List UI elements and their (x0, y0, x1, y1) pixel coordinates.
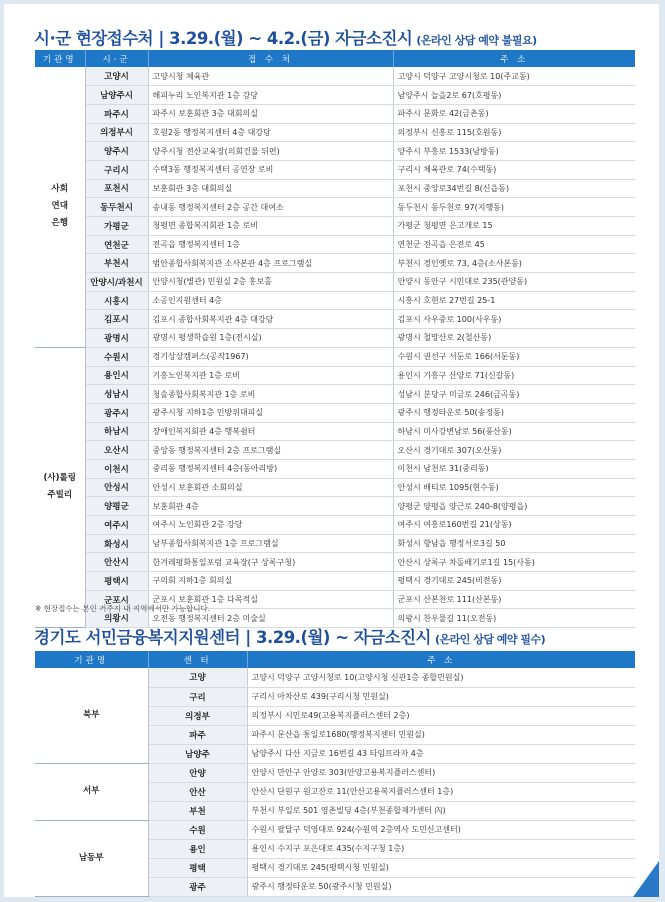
office-address: 광명시 철망산로 2(철산동) (393, 329, 635, 348)
agency-name: 사회 연대 은행 (35, 67, 85, 347)
page-curl (633, 861, 659, 897)
center-address: 고양시 덕양구 고양시청로 10(고양시청 신관1층 종합민원실) (247, 668, 635, 687)
center-address: 안양시 만안구 안양로 303(안양고용복지플러스센터) (247, 763, 635, 782)
office-place: 중앙동 행정복지센터 2층 프로그램실 (148, 441, 393, 460)
table-row (35, 217, 635, 236)
office-place: 청평면 종합복지회관 1층 로비 (148, 217, 393, 236)
office-place: 안성시 보훈회관 소회의실 (148, 478, 393, 497)
table-row (35, 459, 635, 478)
center-name: 용인 (148, 839, 247, 858)
section1-title-main: 시·군 현장접수처 | 3.29.(월) ~ 4.2.(금) 자금소진시 (34, 29, 413, 48)
center-name: 평택 (148, 858, 247, 877)
center-name: 안양 (148, 763, 247, 782)
office-address: 부천시 경인옛로 73, 4층(소사본동) (393, 254, 635, 273)
center-address: 의정부시 시민로49(고용복지플러스센터 2층) (247, 706, 635, 725)
table-row (35, 67, 635, 86)
office-address: 고양시 덕양구 고양시청로 10(주교동) (393, 67, 635, 86)
center-name: 광주 (148, 877, 247, 896)
office-place: 광주시청 지하1층 민방위대피실 (148, 403, 393, 422)
city-name: 여주시 (85, 516, 148, 535)
city-name: 군포시 (85, 590, 148, 609)
office-place: 김포시 종합사회복지관 4층 대강당 (148, 310, 393, 329)
office-place: 안양시청(별관) 민원실 2층 홍보홀 (148, 273, 393, 292)
table-row (35, 820, 635, 839)
table-row (35, 516, 635, 535)
office-address: 양평군 양평읍 양근로 240-8(양평읍) (393, 497, 635, 516)
office-address: 광주시 행정타운로 50(송정동) (393, 403, 635, 422)
office-place: 경기상상캠퍼스(공작1967) (148, 347, 393, 366)
city-name: 파주시 (85, 104, 148, 123)
city-name: 수원시 (85, 347, 148, 366)
table-row (35, 273, 635, 292)
table-row (35, 123, 635, 142)
table-row (35, 422, 635, 441)
office-address: 여주시 여흥로160번길 21(상동) (393, 516, 635, 535)
city-name: 화성시 (85, 534, 148, 553)
table-row (35, 534, 635, 553)
office-place: 광명시 평생학습원 1층(전시실) (148, 329, 393, 348)
city-name: 오산시 (85, 441, 148, 460)
center-name: 남양주 (148, 744, 247, 763)
city-name: 하남시 (85, 422, 148, 441)
office-address: 구리시 체육관로 74(수택동) (393, 160, 635, 179)
center-name: 구리 (148, 687, 247, 706)
city-name: 의정부시 (85, 123, 148, 142)
table-row (35, 104, 635, 123)
table-row (35, 385, 635, 404)
office-address: 성남시 분당구 미금로 246(금곡동) (393, 385, 635, 404)
office-place: 고양시청 체육관 (148, 67, 393, 86)
table-row (35, 478, 635, 497)
city-name: 양주시 (85, 142, 148, 161)
office-address: 포천시 중앙로34번길 8(신읍동) (393, 179, 635, 198)
center-address: 파주시 문산읍 통일로1680(행정복지센터 민원실) (247, 725, 635, 744)
table-row (35, 553, 635, 572)
section2-title (34, 624, 545, 648)
center-address: 수원시 팔달구 덕영대로 924(수원역 2층역사 도민신고센터) (247, 820, 635, 839)
city-name: 가평군 (85, 217, 148, 236)
office-place: 청솔종합사회복지관 1층 로비 (148, 385, 393, 404)
table-row (35, 142, 635, 161)
office-address: 가평군 청평면 은고개로 15 (393, 217, 635, 236)
header-city: 시·군 (85, 50, 148, 67)
city-name: 양평군 (85, 497, 148, 516)
office-place: 오전동 행정복지센터 2층 미술실 (148, 609, 393, 628)
center-address: 용인시 수지구 포은대로 435(수지구청 1층) (247, 839, 635, 858)
table-row (35, 179, 635, 198)
city-name: 이천시 (85, 459, 148, 478)
center-address: 부천시 부일로 501 영촌빌딩 4층(부천종합재가센터 內) (247, 801, 635, 820)
office-place: 호원2동 행정복지센터 4층 대강당 (148, 123, 393, 142)
office-place: 군포시 보훈회관 1층 다목적실 (148, 590, 393, 609)
office-address: 오산시 경기대로 307(오산동) (393, 441, 635, 460)
office-address: 의정부시 신흥로 115(호원동) (393, 123, 635, 142)
center-address: 평택시 경기대로 245(평택시청 민원실) (247, 858, 635, 877)
office-place: 기흥노인복지관 1층 로비 (148, 366, 393, 385)
agency-name: 남동부 (35, 820, 148, 896)
office-address: 군포시 산본천로 111(산본동) (393, 590, 635, 609)
footnote: ※ 현장접수는 본인 거주지 내 지역에서만 가능합니다. (35, 604, 211, 613)
center-name: 수원 (148, 820, 247, 839)
office-address: 수원시 권선구 서둔로 166(서둔동) (393, 347, 635, 366)
page (4, 4, 659, 897)
office-address: 남양주시 늘을2로 67(호평동) (393, 86, 635, 105)
office-address: 이천시 남천로 31(중리동) (393, 459, 635, 478)
table-row (35, 668, 635, 687)
city-name: 의왕시 (85, 609, 148, 628)
city-name: 동두천시 (85, 198, 148, 217)
office-place: 보훈회관 3층 대회의실 (148, 179, 393, 198)
table-row (35, 86, 635, 105)
header-address: 주 소 (393, 50, 635, 67)
section1-title-sub: (온라인 상담 예약 불필요) (416, 34, 537, 47)
office-address: 양주시 부흥로 1533(남방동) (393, 142, 635, 161)
table-row (35, 572, 635, 591)
office-address: 연천군 전곡읍 은전로 45 (393, 235, 635, 254)
section1-title (34, 25, 537, 49)
office-place: 보훈회관 4층 (148, 497, 393, 516)
section2-title-sub: (온라인 상담 예약 필수) (434, 633, 546, 646)
table-row (35, 198, 635, 217)
header-agency: 기관명 (35, 50, 85, 67)
table-row (35, 291, 635, 310)
center-name: 고양 (148, 668, 247, 687)
office-place: 장애인복지회관 4층 행복쉼터 (148, 422, 393, 441)
office-address: 의왕시 찬우물길 11(오전동) (393, 609, 635, 628)
center-address: 구리시 아차산로 439(구리시청 민원실) (247, 687, 635, 706)
city-name: 구리시 (85, 160, 148, 179)
table-row (35, 329, 635, 348)
city-name: 연천군 (85, 235, 148, 254)
table-row (35, 403, 635, 422)
office-address: 시흥시 호현로 27번길 25-1 (393, 291, 635, 310)
office-place: 구의회 지하1층 회의실 (148, 572, 393, 591)
office-place: 전곡읍 행정복지센터 1층 (148, 235, 393, 254)
header-address: 주 소 (247, 651, 635, 668)
office-address: 평택시 경기대로 245(비전동) (393, 572, 635, 591)
center-address: 광주시 행정타운로 50(광주시청 민원실) (247, 877, 635, 896)
city-name: 남양주시 (85, 86, 148, 105)
office-place: 수택3동 행정복지센터 공연장 로비 (148, 160, 393, 179)
table-row (35, 347, 635, 366)
agency-name: 서부 (35, 763, 148, 820)
header-place: 접 수 처 (148, 50, 393, 67)
office-place: 남부종합사회복지관 1층 프로그램실 (148, 534, 393, 553)
city-name: 고양시 (85, 67, 148, 86)
office-place: 해피누리 노인복지관 1층 강당 (148, 86, 393, 105)
table-row (35, 160, 635, 179)
city-name: 부천시 (85, 254, 148, 273)
office-address: 안산시 상록구 차돌배기로1길 15(사동) (393, 553, 635, 572)
city-name: 평택시 (85, 572, 148, 591)
office-address: 안양시 동안구 시민대로 235(관양동) (393, 273, 635, 292)
city-name: 용인시 (85, 366, 148, 385)
office-address: 안성시 배티로 1095(현수동) (393, 478, 635, 497)
center-address: 안산시 단원구 원고잔로 11(안산고용복지플러스센터 1층) (247, 782, 635, 801)
office-address: 하남시 미사강변남로 56(풍산동) (393, 422, 635, 441)
header-center: 센 터 (148, 651, 247, 668)
city-name: 안산시 (85, 553, 148, 572)
city-name: 시흥시 (85, 291, 148, 310)
city-name: 광명시 (85, 329, 148, 348)
agency-name: 북부 (35, 668, 148, 763)
city-name: 포천시 (85, 179, 148, 198)
center-name: 부천 (148, 801, 247, 820)
table-row (35, 441, 635, 460)
city-name: 안성시 (85, 478, 148, 497)
table-row (35, 235, 635, 254)
table-row (35, 310, 635, 329)
city-name: 성남시 (85, 385, 148, 404)
office-place: 여주시 노인회관 2층 강당 (148, 516, 393, 535)
welfare-center-table (35, 651, 635, 897)
table-row (35, 497, 635, 516)
center-address: 남양주시 다산 지금로 16번길 43 타임프라자 4층 (247, 744, 635, 763)
office-address: 화성시 향남읍 행정서로3길 50 (393, 534, 635, 553)
office-place: 소공인지원센터 4층 (148, 291, 393, 310)
office-place: 송내동 행정복지센터 2층 공간 대여소 (148, 198, 393, 217)
city-name: 김포시 (85, 310, 148, 329)
table-row (35, 366, 635, 385)
office-place: 양주시청 전산교육장(의회건물 뒤편) (148, 142, 393, 161)
city-name: 안양시/과천시 (85, 273, 148, 292)
header-agency: 기관명 (35, 651, 148, 668)
field-office-table (35, 50, 635, 628)
center-name: 안산 (148, 782, 247, 801)
table-row (35, 763, 635, 782)
office-place: 범안종합사회복지관 소사본관 4층 프로그램실 (148, 254, 393, 273)
office-address: 김포시 사우중로 100(사우동) (393, 310, 635, 329)
office-address: 파주시 문화로 42(금촌동) (393, 104, 635, 123)
office-place: 한겨레평화통일포럼 교육장(구 상록구청) (148, 553, 393, 572)
office-address: 동두천시 동두천로 97(지행동) (393, 198, 635, 217)
center-name: 파주 (148, 725, 247, 744)
agency-name: (사)롤링 주빌리 (35, 347, 85, 627)
center-name: 의정부 (148, 706, 247, 725)
city-name: 광주시 (85, 403, 148, 422)
office-place: 파주시 보훈회관 3층 대회의실 (148, 104, 393, 123)
section2-title-main: 경기도 서민금융복지지원센터 | 3.29.(월) ~ 자금소진시 (34, 628, 431, 647)
office-place: 중리동 행정복지센터 4층(동아리방) (148, 459, 393, 478)
office-address: 용인시 기흥구 산양로 71(신갈동) (393, 366, 635, 385)
table-row (35, 254, 635, 273)
